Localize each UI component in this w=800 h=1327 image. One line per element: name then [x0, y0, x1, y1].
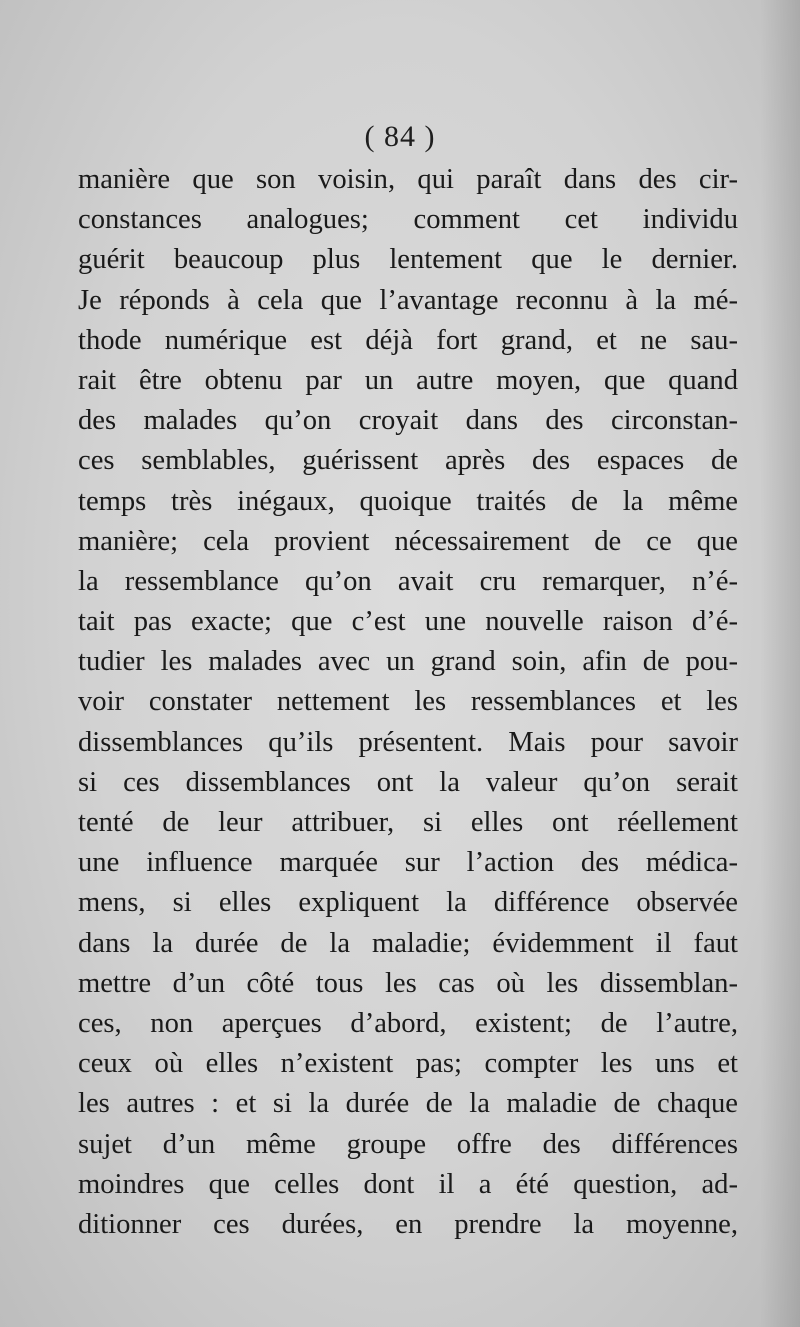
text-line: des malades qu’on croyait dans des circonstan-: [78, 405, 738, 437]
text-line: guérit beaucoup plus lentement que le dernier.: [78, 244, 738, 276]
text-line: dissemblances qu’ils présentent. Mais pour savoir: [78, 726, 738, 758]
text-line: moindres que celles dont il a été question, ad-: [78, 1168, 738, 1200]
text-line: tenté de leur attribuer, si elles ont réellement: [78, 807, 738, 838]
text-line: tait pas exacte; que c’est une nouvelle raison d’é-: [78, 606, 738, 638]
text-line: manière que son voisin, qui paraît dans des cir-: [78, 164, 738, 195]
page-number: ( 84 ): [364, 120, 436, 153]
text-line: voir constater nettement les ressemblances et les: [78, 686, 738, 718]
text-line: temps très inégaux, quoique traités de la même: [78, 485, 738, 517]
text-line: sujet d’un même groupe offre des différences: [78, 1128, 738, 1160]
text-line: dans la durée de la maladie; évidemment il faut: [78, 927, 738, 959]
text-line: mens, si elles expliquent la différence observée: [78, 887, 738, 919]
page-edge-shadow: [760, 0, 800, 1327]
text-line: mettre d’un côté tous les cas où les dissemblan-: [78, 967, 738, 999]
text-line: la ressemblance qu’on avait cru remarquer, n’é-: [78, 565, 738, 597]
text-line: thode numérique est déjà fort grand, et ne sau-: [78, 324, 738, 356]
text-line: ceux où elles n’existent pas; compter les uns et: [78, 1048, 738, 1080]
text-line: Je réponds à cela que l’avantage reconnu à la mé-: [78, 284, 738, 316]
text-line: les autres : et si la durée de la maladie de chaque: [78, 1088, 738, 1120]
text-line: tudier les malades avec un grand soin, afin de pou-: [78, 646, 738, 678]
body-text: [78, 160, 738, 1245]
text-line: rait être obtenu par un autre moyen, que quand: [78, 364, 738, 396]
text-line: constances analogues; comment cet individu: [78, 204, 738, 236]
text-line: une influence marquée sur l’action des médica-: [78, 847, 738, 879]
text-line: ces, non aperçues d’abord, existent; de l’autre,: [78, 1007, 738, 1039]
text-line: si ces dissemblances ont la valeur qu’on serait: [78, 766, 738, 798]
text-line: manière; cela provient nécessairement de ce que: [78, 525, 738, 557]
text-line: ditionner ces durées, en prendre la moyenne,: [78, 1208, 738, 1240]
text-line: ces semblables, guérissent après des espaces de: [78, 445, 738, 477]
